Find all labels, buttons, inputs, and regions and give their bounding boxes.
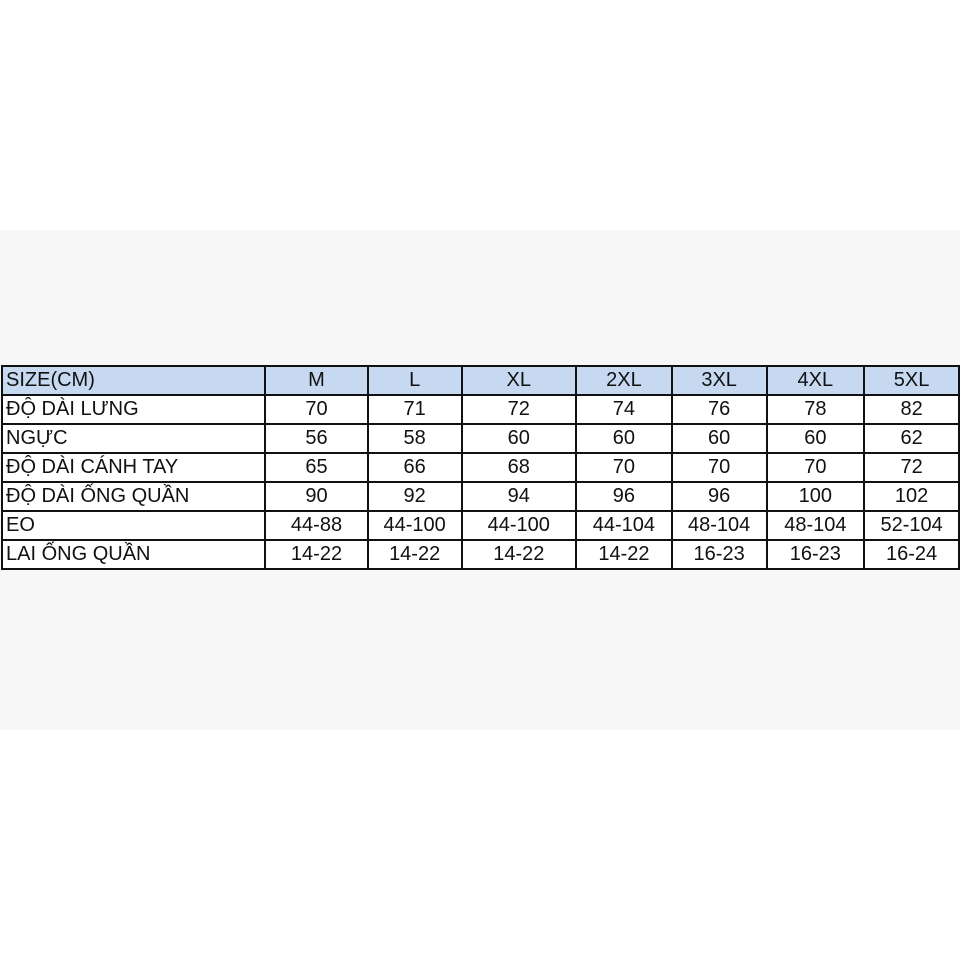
table-cell: 62: [864, 424, 959, 453]
table-cell: 102: [864, 482, 959, 511]
size-header: M: [265, 366, 368, 395]
row-label: ĐỘ DÀI ỐNG QUẦN: [2, 482, 265, 511]
table-cell: 68: [462, 453, 577, 482]
row-label: LAI ỐNG QUẦN: [2, 540, 265, 569]
size-header: XL: [462, 366, 577, 395]
table-cell: 58: [368, 424, 462, 453]
size-header: 2XL: [576, 366, 672, 395]
table-row: [2, 482, 959, 511]
table-cell: 76: [672, 395, 767, 424]
table-cell: 14-22: [462, 540, 577, 569]
table-cell: 96: [672, 482, 767, 511]
table-row: [2, 453, 959, 482]
table-cell: 70: [767, 453, 865, 482]
table-cell: 90: [265, 482, 368, 511]
table-cell: 44-100: [462, 511, 577, 540]
row-label: ĐỘ DÀI LƯNG: [2, 395, 265, 424]
table-row: [2, 395, 959, 424]
table-cell: 16-23: [672, 540, 767, 569]
table-cell: 16-23: [767, 540, 865, 569]
size-header: 5XL: [864, 366, 959, 395]
header-row: [2, 366, 959, 395]
table-cell: 72: [864, 453, 959, 482]
table-cell: 60: [672, 424, 767, 453]
table-cell: 52-104: [864, 511, 959, 540]
size-chart-table: [1, 365, 960, 570]
table-cell: 60: [576, 424, 672, 453]
table-cell: 14-22: [368, 540, 462, 569]
size-header: L: [368, 366, 462, 395]
table-cell: 44-104: [576, 511, 672, 540]
table-cell: 14-22: [576, 540, 672, 569]
table-cell: 56: [265, 424, 368, 453]
table-row: [2, 424, 959, 453]
table-cell: 70: [576, 453, 672, 482]
table-cell: 60: [462, 424, 577, 453]
size-header: 3XL: [672, 366, 767, 395]
table-cell: 94: [462, 482, 577, 511]
table-cell: 60: [767, 424, 865, 453]
table-cell: 82: [864, 395, 959, 424]
table-cell: 78: [767, 395, 865, 424]
row-label: EO: [2, 511, 265, 540]
table-cell: 74: [576, 395, 672, 424]
header-label: SIZE(CM): [2, 366, 265, 395]
size-header: 4XL: [767, 366, 865, 395]
table-row: [2, 511, 959, 540]
table-cell: 71: [368, 395, 462, 424]
table-cell: 65: [265, 453, 368, 482]
row-label: ĐỘ DÀI CÁNH TAY: [2, 453, 265, 482]
table-cell: 72: [462, 395, 577, 424]
table-cell: 14-22: [265, 540, 368, 569]
table-row: [2, 540, 959, 569]
table-cell: 70: [672, 453, 767, 482]
table-cell: 16-24: [864, 540, 959, 569]
table-cell: 96: [576, 482, 672, 511]
table-cell: 100: [767, 482, 865, 511]
table-cell: 92: [368, 482, 462, 511]
table-cell: 48-104: [672, 511, 767, 540]
row-label: NGỰC: [2, 424, 265, 453]
table-cell: 44-88: [265, 511, 368, 540]
table-cell: 48-104: [767, 511, 865, 540]
table-cell: 44-100: [368, 511, 462, 540]
table-cell: 70: [265, 395, 368, 424]
table-cell: 66: [368, 453, 462, 482]
